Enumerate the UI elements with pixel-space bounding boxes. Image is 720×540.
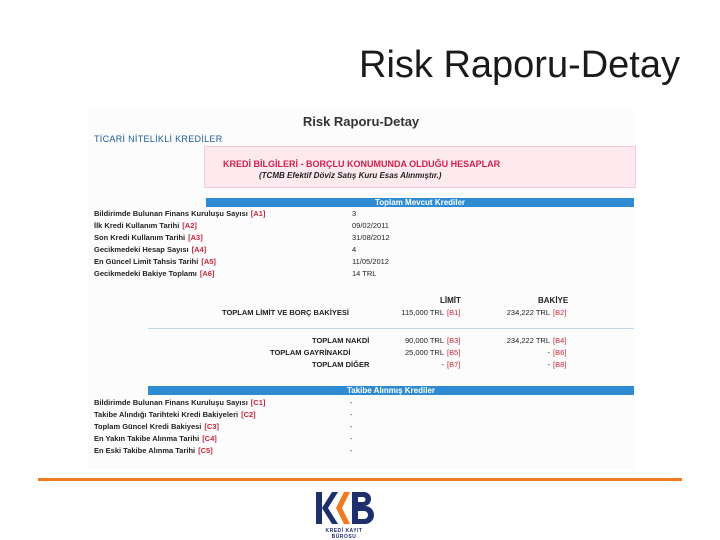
row-code: [A2] (182, 221, 197, 230)
table-row (88, 360, 634, 370)
row-value: 09/02/2011 (352, 221, 389, 230)
row-code: [C4] (202, 434, 217, 443)
row-code: [A6] (199, 269, 215, 278)
row-label: TOPLAM NAKDİ (312, 336, 370, 345)
table-row (88, 308, 634, 318)
section-label: TİCARİ NİTELİKLİ KREDİLER (94, 134, 223, 144)
row-code: [A1] (250, 209, 266, 218)
credit-info-header (204, 146, 636, 188)
kkb-logo-subtext: KREDİ KAYIT BÜROSU (325, 528, 363, 540)
row-value: 11/05/2012 (352, 257, 389, 266)
row-limit-code: [B1] (447, 308, 461, 317)
credit-info-subtitle: (TCMB Efektif Döviz Satış Kuru Esas Alınmıştır.) (259, 171, 442, 180)
kkb-logo (314, 488, 374, 540)
row-code: [C3] (204, 422, 219, 431)
credit-info-title: KREDİ BİLGİLERİ - BORÇLU KONUMUNDA OLDUĞU HESAPLAR (223, 159, 501, 169)
row-limit: 115,000 TRL (401, 308, 444, 317)
row-label: Toplam Güncel Kredi Bakiyesi (94, 422, 202, 431)
row-value: - (350, 446, 353, 455)
row-code: [C2] (241, 410, 256, 419)
row-code: [C5] (198, 446, 213, 455)
row-bakiye: 234,222 TRL (506, 336, 550, 345)
row-label: Gecikmedeki Hesap Sayısı (94, 245, 189, 254)
report-scan (88, 108, 634, 470)
row-label: TOPLAM GAYRİNAKDİ (270, 348, 351, 357)
row-bakiye: 234,222 TRL (506, 308, 550, 317)
row-limit-code: [B5] (447, 348, 461, 357)
row-label: TOPLAM DİĞER (312, 360, 370, 369)
followup-credits-band: Takibe Alınmış Krediler (148, 386, 634, 395)
row-value: - (350, 422, 353, 431)
row-code: [A3] (188, 233, 203, 242)
row-bakiye: - (547, 348, 550, 357)
table-row (88, 336, 634, 346)
row-limit-code: [B3] (447, 336, 461, 345)
report-title: Risk Raporu-Detay (302, 114, 420, 129)
row-bakiye-code: [B6] (553, 348, 567, 357)
row-value: - (350, 434, 353, 443)
row-value: - (350, 398, 353, 407)
row-bakiye-code: [B2] (553, 308, 567, 317)
row-label: Son Kredi Kullanım Tarihi (94, 233, 186, 242)
row-label: İlk Kredi Kullanım Tarihi (94, 221, 180, 230)
column-header-limit: LİMİT (440, 296, 461, 305)
row-code: [A5] (201, 257, 216, 266)
row-label: Bildirimde Bulunan Finans Kuruluşu Sayısı (94, 209, 248, 218)
row-limit: 25,000 TRL (404, 348, 444, 357)
row-bakiye-code: [B4] (553, 336, 567, 345)
row-label: Takibe Alındığı Tarihteki Kredi Bakiyeleri (94, 410, 239, 419)
row-label: TOPLAM LİMİT VE BORÇ BAKİYESİ (222, 308, 349, 317)
row-value: - (350, 410, 353, 419)
row-label: En Güncel Limit Tahsis Tarihi (94, 257, 199, 266)
row-limit: - (441, 360, 444, 369)
row-bakiye-code: [B8] (553, 360, 567, 369)
row-value: 14 TRL (352, 269, 377, 278)
footer-divider (38, 478, 682, 481)
table-row (88, 348, 634, 358)
row-value: 3 (352, 209, 357, 218)
row-label: Gecikmedeki Bakiye Toplamı (94, 269, 197, 278)
column-header-bakiye: BAKİYE (538, 296, 569, 305)
row-label: Bildirimde Bulunan Finans Kuruluşu Sayısı (94, 398, 248, 407)
slide-title: Risk Raporu-Detay (359, 44, 680, 86)
row-code: [A4] (191, 245, 207, 254)
row-bakiye: - (547, 360, 550, 369)
kkb-logo-mark (314, 488, 374, 528)
current-credits-band: Toplam Mevcut Krediler (206, 198, 634, 207)
row-label: En Yakın Takibe Alınma Tarihi (94, 434, 200, 443)
row-code: [C1] (250, 398, 266, 407)
row-limit: 90,000 TRL (404, 336, 444, 345)
row-value: 31/08/2012 (352, 233, 390, 242)
row-limit-code: [B7] (447, 360, 461, 369)
row-label: En Eski Takibe Alınma Tarihi (94, 446, 196, 455)
row-value: 4 (352, 245, 357, 254)
divider (148, 328, 634, 329)
